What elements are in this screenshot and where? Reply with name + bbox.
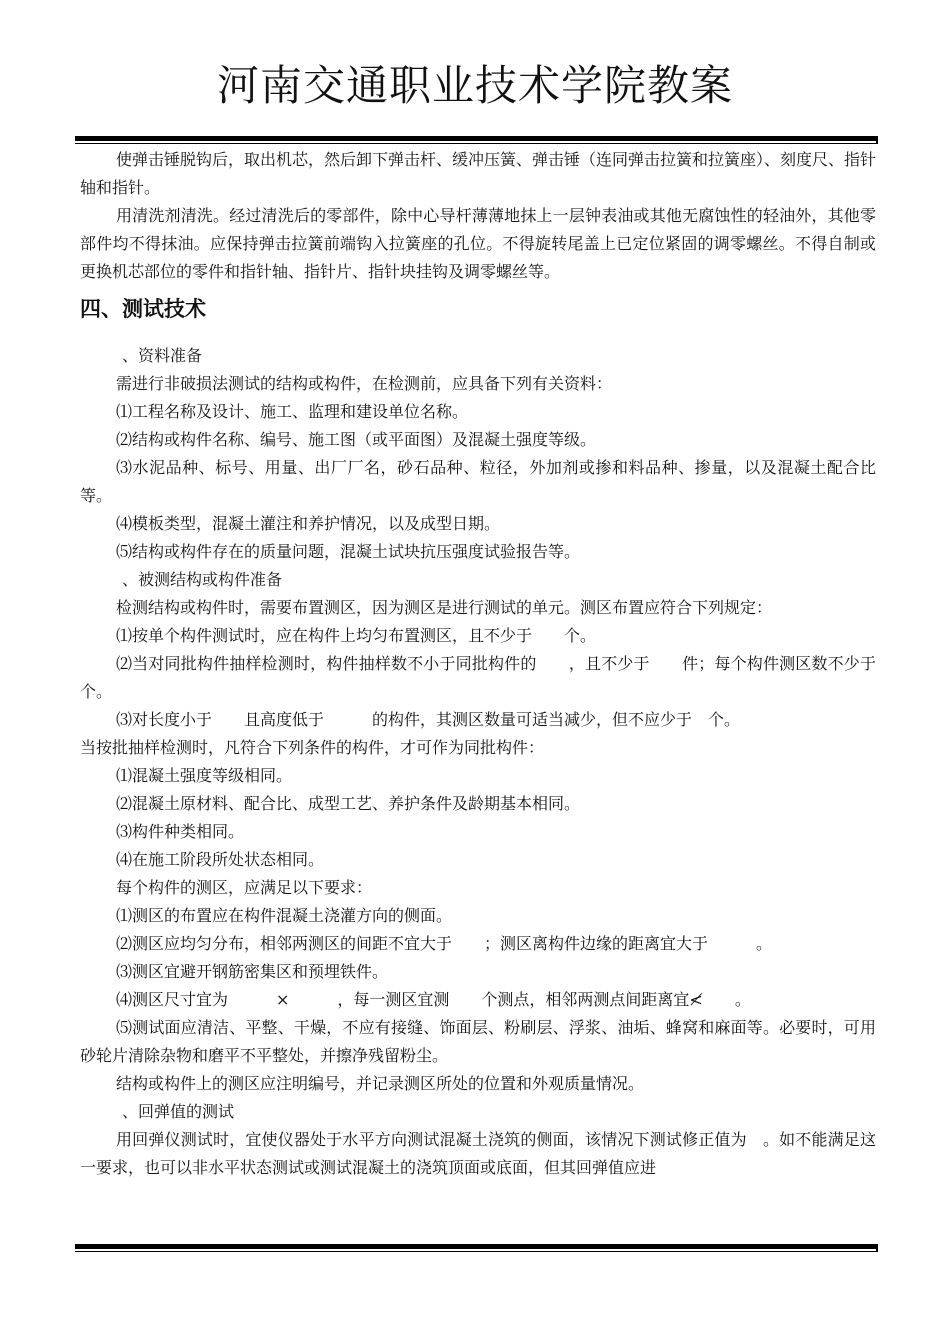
list-item: ⑴工程名称及设计、施工、监理和建设单位名称。 [116, 402, 469, 421]
subsection-heading: 、回弹值的测试 [122, 1102, 235, 1121]
list-item: ⑵混凝土原材料、配合比、成型工艺、养护条件及龄期基本相同。 [116, 794, 581, 813]
list-item: ⑴混凝土强度等级相同。 [116, 766, 293, 785]
list-item: ⑷在施工阶段所处状态相同。 [116, 850, 325, 869]
list-item: ⑵结构或构件名称、编号、施工图（或平面图）及混凝土强度等级。 [116, 430, 597, 449]
paragraph: 每个构件的测区，应满足以下要求： [116, 878, 373, 897]
paragraph: 用回弹仪测试时，宜使仪器处于水平方向测试混凝土浇筑的侧面，该情况下测试修正值为 。如不能满足这一要求，也可以非水平状态测试或测试混凝土的浇筑顶面或底面，但其回弹值应进 [80, 1130, 876, 1177]
paragraph: 需进行非破损法测试的结构或构件，在检测前，应具备下列有关资料： [116, 374, 613, 393]
list-item: ⑷测区尺寸宜为 × ，每一测区宜测 个测点，相邻两测点间距离宜≮ 。 [116, 990, 751, 1009]
list-item: ⑴测区的布置应在构件混凝土浇灌方向的侧面。 [116, 906, 453, 925]
page-title: 河南交通职业技术学院教案 [216, 61, 733, 110]
subsection-heading: 、被测结构或构件准备 [122, 570, 283, 589]
section-heading: 四、测试技术 [80, 297, 206, 321]
intro-paragraph: 用清洗剂清洗。经过清洗后的零部件，除中心导杆薄薄地抹上一层钟表油或其他无腐蚀性的轻油外，其他零部件均不得抹油。应保持弹击拉簧前端钩入拉簧座的孔位。不得旋转尾盖上已定位紧固的调零螺丝。不得自制或更换机芯部位的零件和指针轴、指针片、指针块挂钩及调零螺丝等。 [80, 206, 876, 281]
document-body [80, 146, 909, 1182]
subsection-heading: 、资料准备 [122, 346, 203, 365]
intro-paragraph: 使弹击锤脱钩后，取出机芯，然后卸下弹击杆、缓冲压簧、弹击锤（连同弹击拉簧和拉簧座）、刻度尺、指针轴和指针。 [80, 150, 877, 197]
list-item: ⑶测区宜避开钢筋密集区和预埋铁件。 [116, 962, 389, 981]
paragraph: 结构或构件上的测区应注明编号，并记录测区所处的位置和外观质量情况。 [116, 1074, 645, 1093]
list-item: ⑴按单个构件测试时，应在构件上均匀布置测区，且不少于 个。 [116, 626, 597, 645]
list-item: ⑵当对同批构件抽样检测时，构件抽样数不小于同批构件的 ，且不少于 件；每个构件测区数不少于 个。 [80, 654, 909, 701]
list-item: ⑵测区应均匀分布，相邻两测区的间距不宜大于 ；测区离构件边缘的距离宜大于 。 [116, 934, 773, 953]
list-item: ⑸结构或构件存在的质量问题，混凝土试块抗压强度试验报告等。 [116, 542, 581, 561]
list-item: ⑶构件种类相同。 [116, 822, 245, 841]
list-item: ⑷模板类型，混凝土灌注和养护情况，以及成型日期。 [116, 514, 501, 533]
list-item: ⑶对长度小于 且高度低于 的构件，其测区数量可适当减少，但不应少于 个。 [116, 710, 741, 729]
paragraph: 检测结构或构件时，需要布置测区，因为测区是进行测试的单元。测区布置应符合下列规定： [116, 598, 773, 617]
footer-rule [75, 1244, 878, 1252]
list-item: ⑸测试面应清洁、平整、干燥，不应有接缝、饰面层、粉刷层、浮浆、油垢、蜂窝和麻面等。必要时，可用砂轮片清除杂物和磨平不平整处，并擦净残留粉尘。 [80, 1018, 876, 1065]
paragraph: 当按批抽样检测时，凡符合下列条件的构件，才可作为同批构件： [80, 738, 545, 757]
list-item: ⑶水泥品种、标号、用量、出厂厂名，砂石品种、粒径，外加剂或掺和料品种、掺量，以及混凝土配合比等。 [80, 458, 876, 505]
header-rule [75, 136, 878, 144]
